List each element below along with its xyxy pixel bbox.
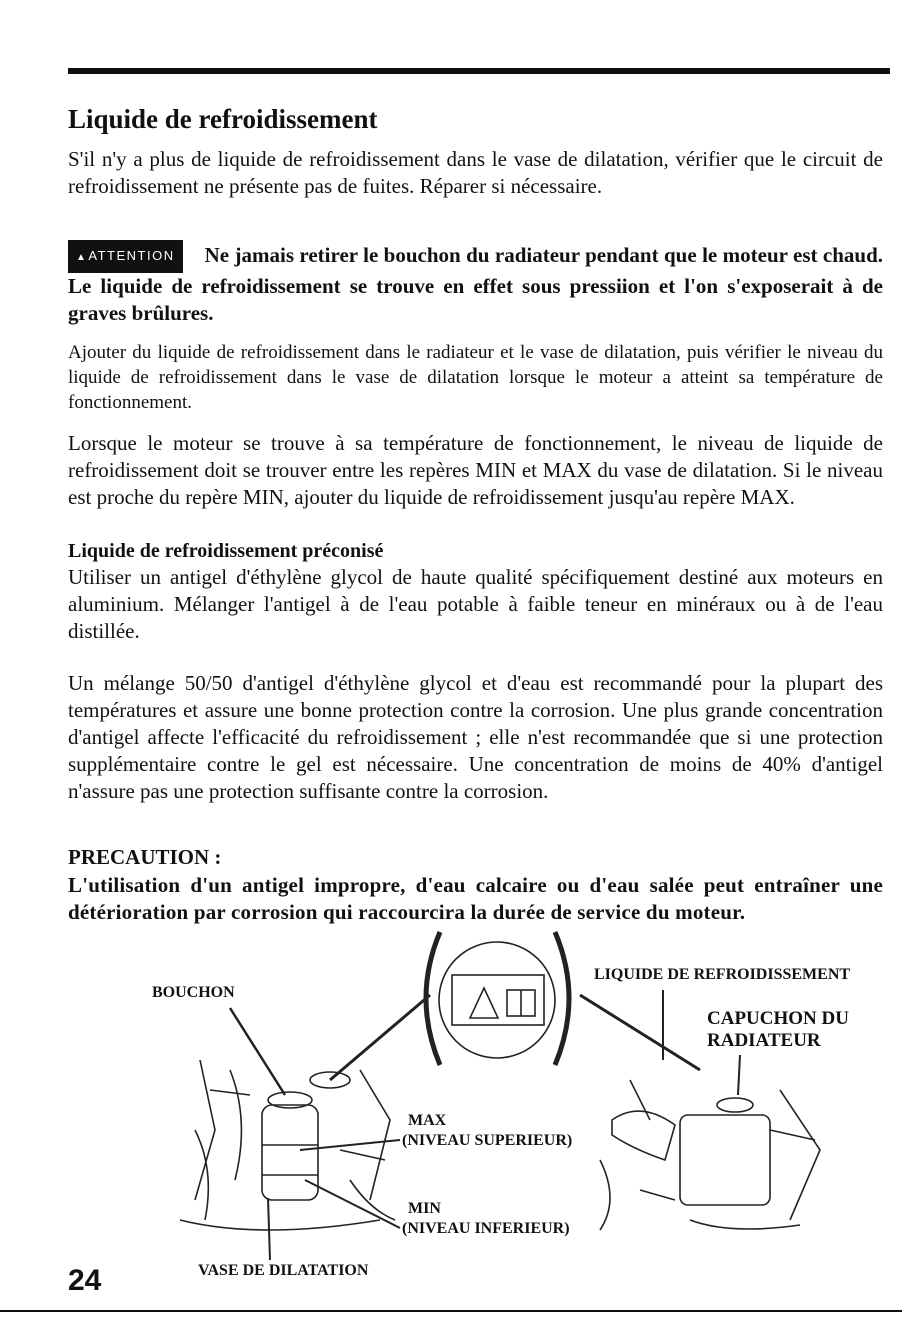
section-heading: Liquide de refroidissement: [68, 104, 378, 134]
warning-triangle-icon: ▲: [76, 252, 88, 263]
coolant-jug: [612, 1111, 675, 1160]
page-number: 24: [68, 1264, 102, 1297]
label-min: MIN: [408, 1200, 441, 1217]
leader-vase: [268, 1198, 270, 1260]
radiator-body: [680, 1115, 770, 1205]
attention-badge-label: ATTENTION: [88, 248, 175, 263]
radiator-cap: [717, 1098, 753, 1112]
leader-min: [305, 1180, 400, 1228]
precaution-title: PRECAUTION :: [68, 845, 222, 869]
expansion-tank: [262, 1105, 318, 1200]
warning-label-circle: [439, 942, 555, 1058]
mixture-paragraph: Un mélange 50/50 d'antigel d'éthylène glycol et d'eau est recommandé pour la plupart des températures et assure une bonne protection contre la corrosion. Une plus grande concentration d'antigel affecte l'efficacité du refroidissement ; elle n'est recommandée que si une protection supplémentaire contre le gel est nécessaire. Une concentration de moins de 40% d'antigel n'assure pas une protection suffisante contre la corrosion.: [68, 671, 883, 803]
precaution-text: L'utilisation d'un antigel impropre, d'eau calcaire ou d'eau salée peut entraîner une détérioration par corrosion qui raccourcira la durée de service du moteur.: [68, 873, 883, 924]
label-vase: VASE DE DILATATION: [198, 1262, 369, 1279]
caution-triangle-icon: [470, 988, 498, 1018]
top-rule: [68, 68, 890, 74]
label-bracket-right: [555, 932, 569, 1065]
recommended-coolant-paragraph: Utiliser un antigel d'éthylène glycol de haute qualité spécifiquement destiné aux moteurs en aluminium. Mélanger l'antigel à de l'eau potable à faible teneur en minéraux ou à de l'eau distillée.: [68, 565, 883, 643]
label-capuchon: CAPUCHON DU RADIATEUR: [707, 1008, 849, 1051]
label-max: MAX: [408, 1112, 447, 1129]
warning-text: Ne jamais retirer le bouchon du radiateur pendant que le moteur est chaud. Le liquide de refroidissement se trouve en effet sous pressiion et l'on s'exposerait à de graves brûlures.: [68, 243, 883, 325]
bottom-rule: [0, 1310, 902, 1312]
attention-badge: [68, 240, 183, 273]
label-bouchon: BOUCHON: [152, 984, 235, 1001]
label-min-sub: (NIVEAU INFERIEUR): [402, 1220, 570, 1237]
intro-paragraph: S'il n'y a plus de liquide de refroidissement dans le vase de dilatation, vérifier que le circuit de refroidissement ne présente pas de fuites. Réparer si nécessaire.: [68, 147, 883, 198]
radiator-illustration: [0, 920, 902, 1300]
warning-block: [68, 240, 883, 327]
leader-bouchon: [230, 1008, 285, 1095]
label-max-sub: (NIVEAU SUPERIEUR): [402, 1132, 573, 1149]
coolant-level-paragraph: Lorsque le moteur se trouve à sa température de fonctionnement, le niveau de liquide de refroidissement doit se trouver entre les repères MIN et MAX du vase de dilatation. Si le niveau est proche du repère MIN, ajouter du liquide de refroidissement jusqu'au repère MAX.: [68, 431, 883, 509]
recommended-coolant-heading: Liquide de refroidissement préconisé: [68, 540, 384, 562]
add-coolant-paragraph: Ajouter du liquide de refroidissement dans le radiateur et le vase de dilatation, puis vérifier le niveau du liquide de refroidissement dans le vase de dilatation lorsque le moteur a atteint sa température de fonctionnement.: [68, 342, 883, 413]
leader-capuchon: [738, 1055, 740, 1095]
label-liquide: LIQUIDE DE REFROIDISSEMENT: [594, 966, 851, 983]
